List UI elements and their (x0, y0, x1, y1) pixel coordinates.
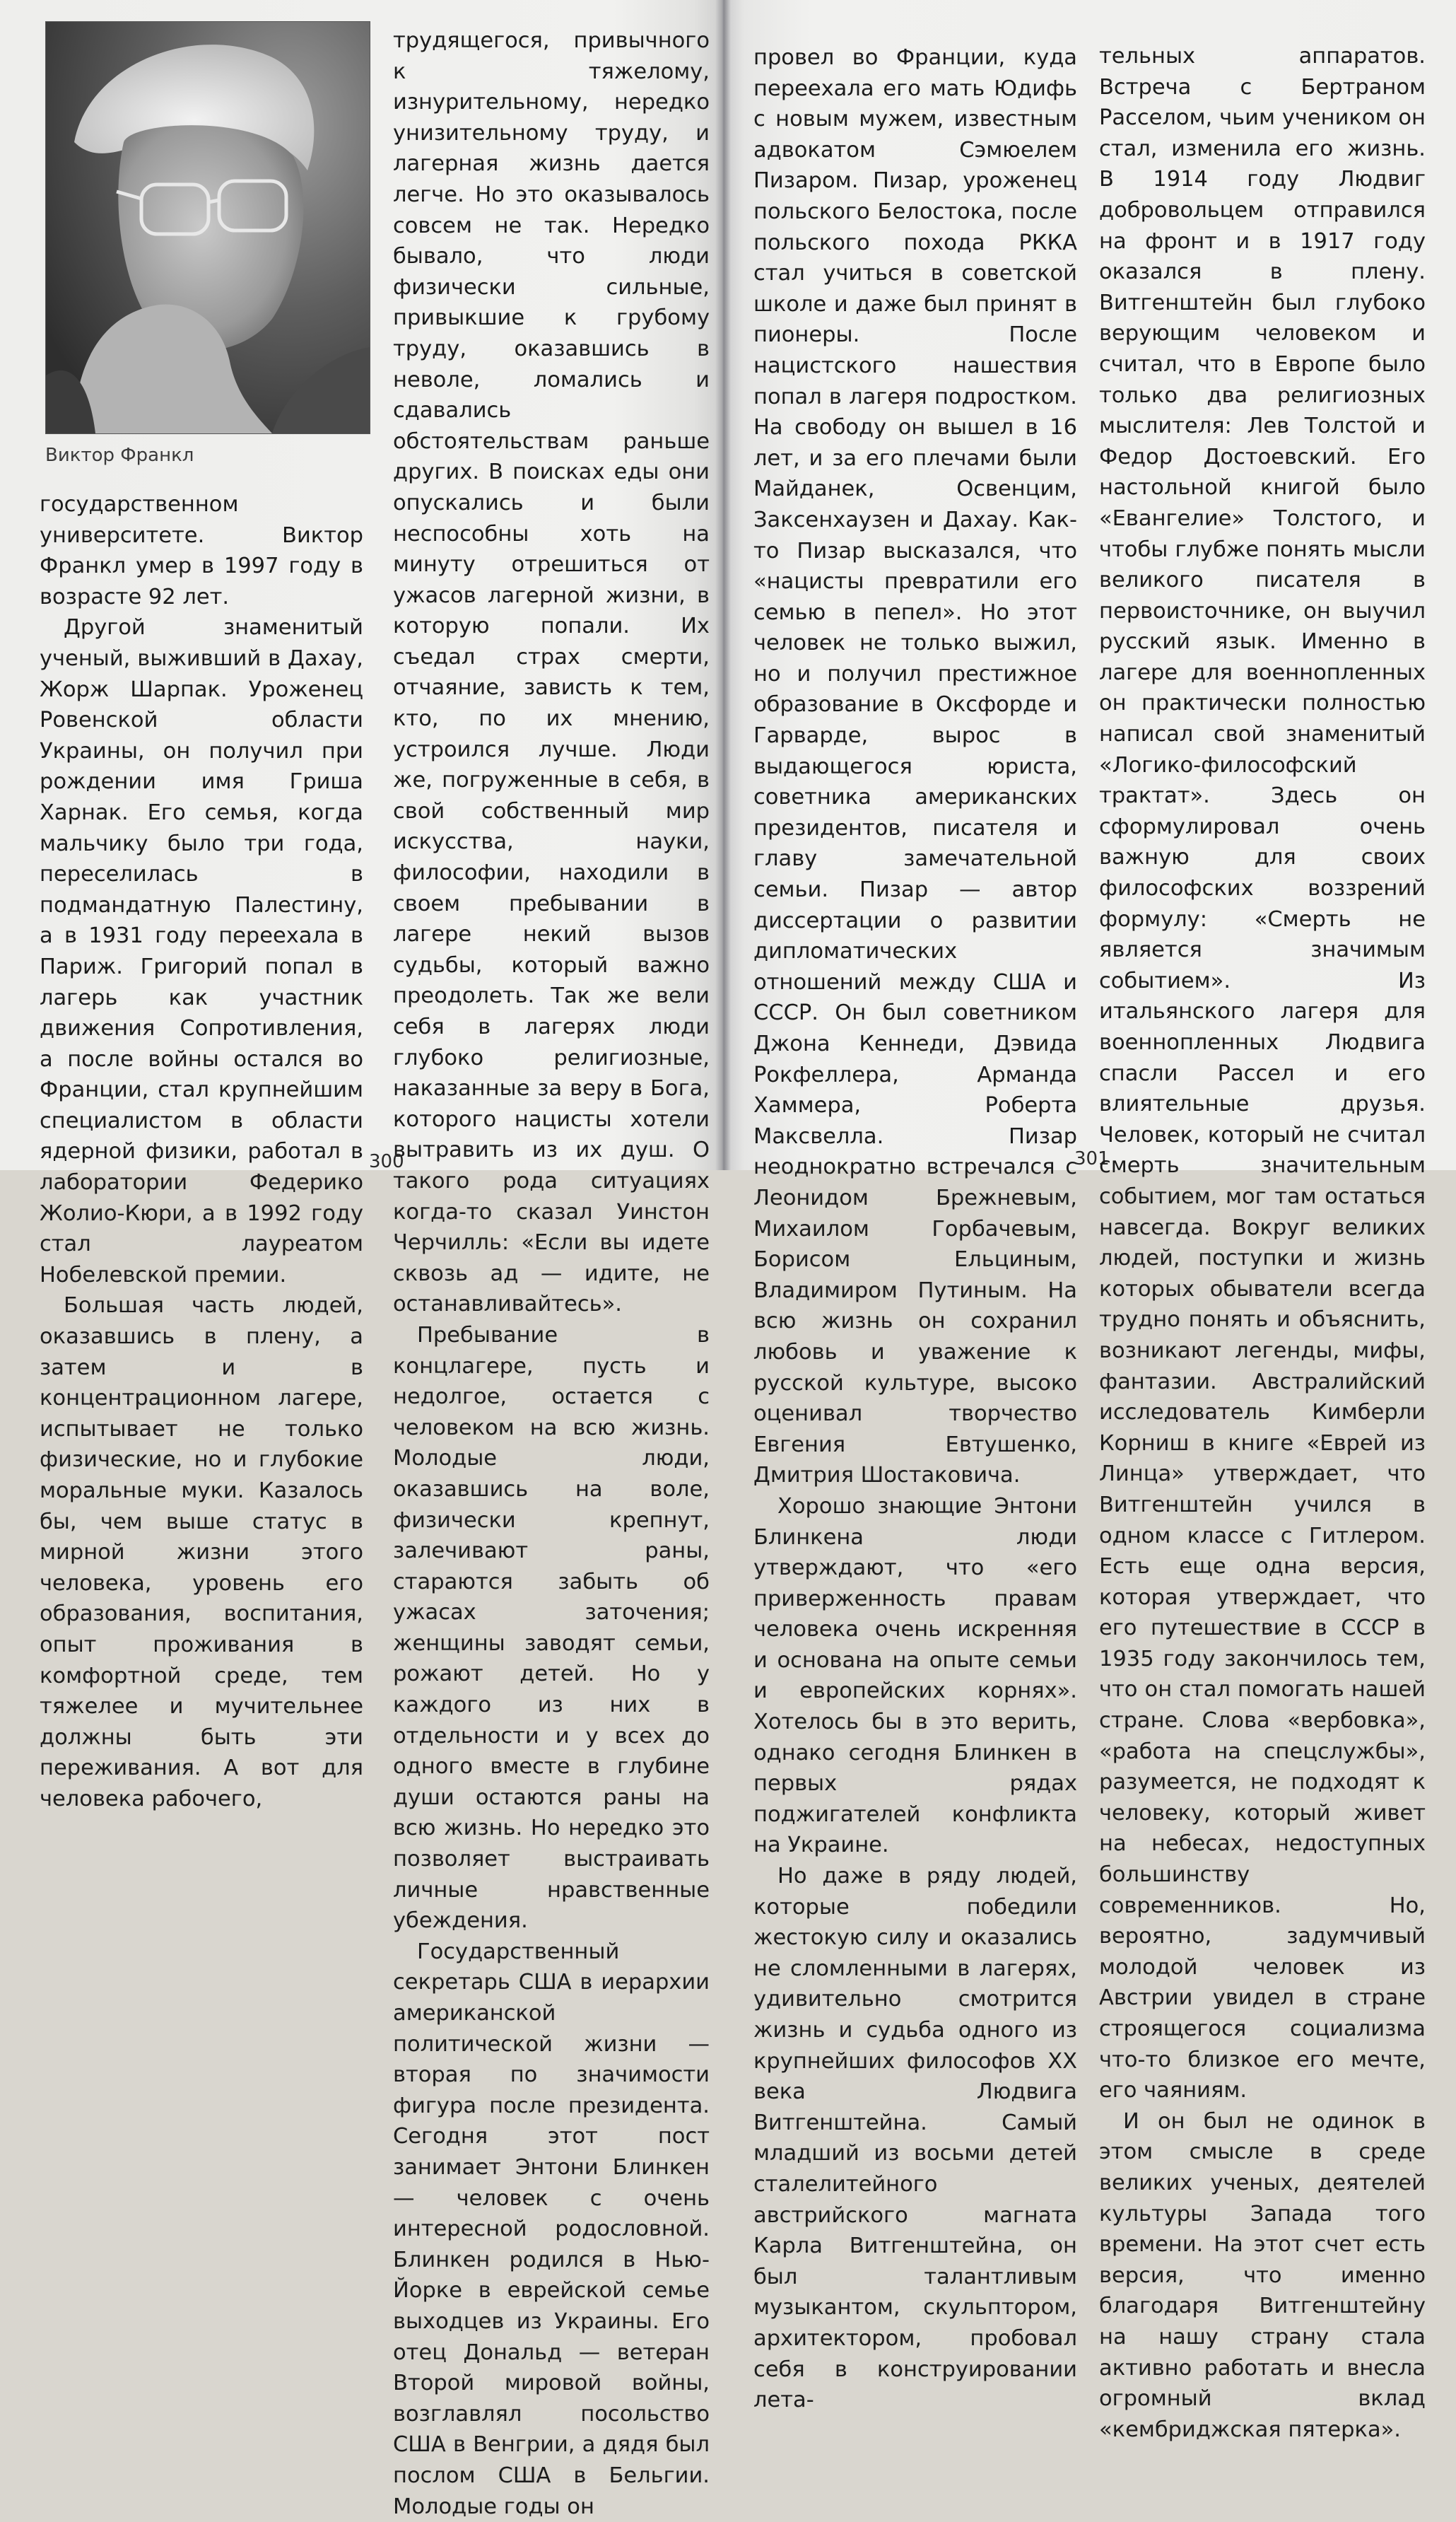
text-column-1 (40, 489, 363, 1815)
page-number-right: 301 (1074, 1148, 1110, 1169)
paragraph: Пребывание в концлагере, пусть и недолгое, остается с человеком на всю жизнь. Молодые люди, оказавшись на воле, физически крепнут, залечивают раны, стараются забыть об ужасах заточения; женщины заводят семьи, рожают детей. Но у каждого из них в отдельности и у всех до одного вместе в глубине души остаются раны на всю жизнь. Но нередко это позволяет выстраивать личные нравственные убеждения. (393, 1322, 710, 1934)
text-column-4 (1099, 41, 1426, 2445)
paragraph: государственном университете. Виктор Франкл умер в 1997 году в возрасте 92 лет. (40, 492, 363, 609)
paragraph: Другой знаменитый ученый, выживший в Дахау, Жорж Шарпак. Уроженец Ровенской области Украины, он получил при рождении имя Гриша Харнак. Его семья, когда мальчику было три года, переселилась в подмандатную Палестину, а в 1931 году переехала в Париж. Григорий попал в лагерь как участник движения Сопротивления, а после войны остался во Франции, стал крупнейшим специалистом в области ядерной физики, работал в лаборатории Федерико Жолио-Кюри, а в 1992 году стал лауреатом Нобелевской премии. (40, 615, 363, 1288)
photo-caption: Виктор Франкл (45, 445, 194, 466)
page-number-left: 300 (369, 1151, 404, 1172)
paragraph: И он был не одинок в этом смысле в среде великих ученых, деятелей культуры Запада того времени. На этот счет есть версия, что именно благодаря Витгенштейну на нашу страну стала активно работать и внесла огромный вклад «кембриджская пятерка». (1099, 2108, 1426, 2442)
left-page (0, 0, 722, 2519)
book-gutter (715, 0, 731, 1170)
paragraph: Хорошо знающие Энтони Блинкена люди утверждают, что «его приверженность правам человека очень искренняя и основана на опыте семьи и европейских корнях». Хотелось бы в это верить, однако сегодня Блинкен в первых рядах поджигателей конфликта на Украине. (753, 1493, 1077, 1858)
text-column-3 (753, 42, 1077, 2416)
paragraph: провел во Франции, куда переехала его мать Юдифь с новым мужем, известным адвокатом Сэмюелем Пизаром. Пизар, уроженец польского Белостока, после польского похода РККА стал учиться в советской школе и даже был принят в пионеры. После нацистского нашествия попал в лагеря подростком. На свободу он вышел в 16 лет, и за его плечами были Майданек, Освенцим, Заксенхаузен и Дахау. Как-то Пизар высказался, что «нацисты превратили его семью в пепел». Но этот человек не только выжил, но и получил престижное образование в Оксфорде и Гарварде, вырос в выдающегося юриста, советника американских президентов, писателя и главу замечательной семьи. Пизар — автор диссертации о развитии дипломатических отношений между США и СССР. Он был советником Джона Кеннеди, Дэвида Рокфеллера, Арманда Хаммера, Роберта Максвелла. Пизар неоднократно встречался с Леонидом Брежневым, Михаилом Горбачевым, Борисом Ельциным, Владимиром Путиным. На всю жизнь он сохранил любовь и уважение к русской культуре, высоко оценивал творчество Евгения Евтушенко, Дмитрия Шостаковича. (753, 45, 1077, 1488)
portrait-illustration (46, 22, 370, 433)
paragraph: трудящегося, привычного к тяжелому, изнурительному, нередко унизительному труду, и лагерная жизнь дается легче. Но это оказывалось совсем не так. Нередко бывало, что люди физически сильные, привыкшие к грубому труду, оказавшись в неволе, ломались и сдавались обстоятельствам раньше других. В поисках еды они опускались и были неспособны хоть на минуту отрешиться от ужасов лагерной жизни, в которую попали. Их съедал страх смерти, отчаяние, зависть к тем, кто, по их мнению, устроился лучше. Люди же, погруженные в себя, в свой собственный мир искусства, науки, философии, находили в своем пребывании в лагере некий вызов судьбы, который важно преодолеть. Так же вели себя в лагерях люди глубоко религиозные, наказанные за веру в Бога, которого нацисты хотели вытравить из их душ. О такого рода ситуациях когда-то сказал Уинстон Черчилль: «Если вы идете сквозь ад — идите, не останавливайтесь». (393, 28, 710, 1317)
paragraph: Государственный секретарь США в иерархии американской политической жизни — вторая по значимости фигура после президента. Сегодня этот пост занимает Энтони Блинкен — человек с очень интересной родословной. Блинкен родился в Нью-Йорке в еврейской семье выходцев из Украины. Его отец Дональд — ветеран Второй мировой войны, возглавлял посольство США в Венгрии, а дядя был послом США в Бельгии. Молодые годы он (393, 1939, 710, 2519)
paragraph: Большая часть людей, оказавшись в плену, а затем и в концентрационном лагере, испытывает не только физические, но и глубокие моральные муки. Казалось бы, чем выше статус в мирной жизни этого человека, уровень его образования, воспитания, опыт проживания в комфортной среде, тем тяжелее и мучительнее должны быть эти переживания. А вот для человека рабочего, (40, 1293, 363, 1811)
paragraph: тельных аппаратов. Встреча с Бертраном Расселом, чьим учеником он стал, изменила его жизнь. В 1914 году Людвиг добровольцем отправился на фронт и в 1917 году оказался в плену. Витгенштейн был глубоко верующим человеком и считал, что в Европе было только два религиозных мыслителя: Лев Толстой и Федор Достоевский. Его настольной книгой было «Евангелие» Толстого, и чтобы глубже понять мысли великого писателя в первоисточнике, он выучил русский язык. Именно в лагере для военнопленных он практически полностью написал свой знаменитый «Логико-философский трактат». Здесь он сформулировал очень важную для своих философских воззрений формулу: «Смерть не является значимым событием». Из итальянского лагеря для военнопленных Людвига спасли Рассел и его влиятельные друзья. Человек, который не считал смерть значительным событием, мог там остаться навсегда. Вокруг великих людей, поступки и жизнь которых обыватели всегда трудно понять и объяснить, возникают легенды, мифы, фантазии. Австралийский исследователь Кимберли Корниш в книге «Еврей из Линца» утверждает, что Витгенштейн учился в одном классе с Гитлером. Есть еще одна версия, которая утверждает, что его путешествие в СССР в 1935 году закончилось тем, что он стал помогать нашей стране. Слова «вербовка», «работа на спецслужбы», разумеется, не подходят к человеку, который живет на небесах, недоступных большинству современников. Но, вероятно, задумчивый молодой человек из Австрии увидел в стране строящегося социализма что-то близкое его мечте, его чаяниям. (1099, 44, 1426, 2103)
text-column-2 (393, 25, 710, 2522)
portrait-photo (45, 21, 370, 434)
paragraph: Но даже в ряду людей, которые победили жестокую силу и оказались не сломленными в лагерях, удивительно смотрится жизнь и судьба одного из крупнейших философов XX века Людвига Витгенштейна. Самый младший из восьми детей сталелитейного австрийского магната Карла Витгенштейна, он был талантливым музыкантом, скульптором, архитектором, пробовал себя в конструировании лета- (753, 1864, 1077, 2413)
